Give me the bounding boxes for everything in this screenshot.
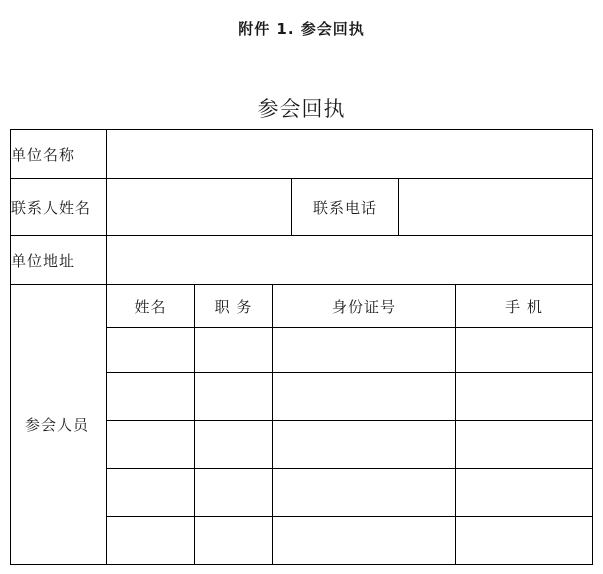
form-title: 参会回执 bbox=[257, 97, 346, 121]
registration-form-table bbox=[10, 129, 593, 565]
attendee-id-cell[interactable] bbox=[273, 469, 456, 517]
attachment-header: 附件 1. 参会回执 bbox=[238, 20, 365, 38]
attendee-mobile-cell[interactable] bbox=[456, 469, 593, 517]
attendee-position-cell[interactable] bbox=[195, 421, 273, 469]
attendee-position-cell[interactable] bbox=[195, 469, 273, 517]
phone-field[interactable] bbox=[399, 179, 593, 236]
column-header-id-number: 身份证号 bbox=[273, 285, 456, 328]
unit-address-label: 单位地址 bbox=[11, 236, 107, 285]
column-header-position: 职 务 bbox=[195, 285, 273, 328]
phone-label: 联系电话 bbox=[292, 179, 399, 236]
contact-name-field[interactable] bbox=[107, 179, 292, 236]
attendee-name-cell[interactable] bbox=[107, 517, 195, 565]
contact-name-label: 联系人姓名 bbox=[11, 179, 107, 236]
attendee-mobile-cell[interactable] bbox=[456, 373, 593, 421]
column-header-name: 姓名 bbox=[107, 285, 195, 328]
attendee-name-cell[interactable] bbox=[107, 421, 195, 469]
attendee-name-cell[interactable] bbox=[107, 328, 195, 373]
attendee-id-cell[interactable] bbox=[273, 373, 456, 421]
attendee-position-cell[interactable] bbox=[195, 328, 273, 373]
attendee-mobile-cell[interactable] bbox=[456, 421, 593, 469]
unit-name-label: 单位名称 bbox=[11, 130, 107, 179]
attendees-label: 参会人员 bbox=[11, 285, 107, 565]
attendee-id-cell[interactable] bbox=[273, 517, 456, 565]
attendee-position-cell[interactable] bbox=[195, 373, 273, 421]
attendee-mobile-cell[interactable] bbox=[456, 517, 593, 565]
unit-name-field[interactable] bbox=[107, 130, 593, 179]
attendee-id-cell[interactable] bbox=[273, 328, 456, 373]
attendee-id-cell[interactable] bbox=[273, 421, 456, 469]
attendee-position-cell[interactable] bbox=[195, 517, 273, 565]
attendee-mobile-cell[interactable] bbox=[456, 328, 593, 373]
unit-address-field[interactable] bbox=[107, 236, 593, 285]
attendee-name-cell[interactable] bbox=[107, 469, 195, 517]
attendee-name-cell[interactable] bbox=[107, 373, 195, 421]
column-header-mobile: 手 机 bbox=[456, 285, 593, 328]
